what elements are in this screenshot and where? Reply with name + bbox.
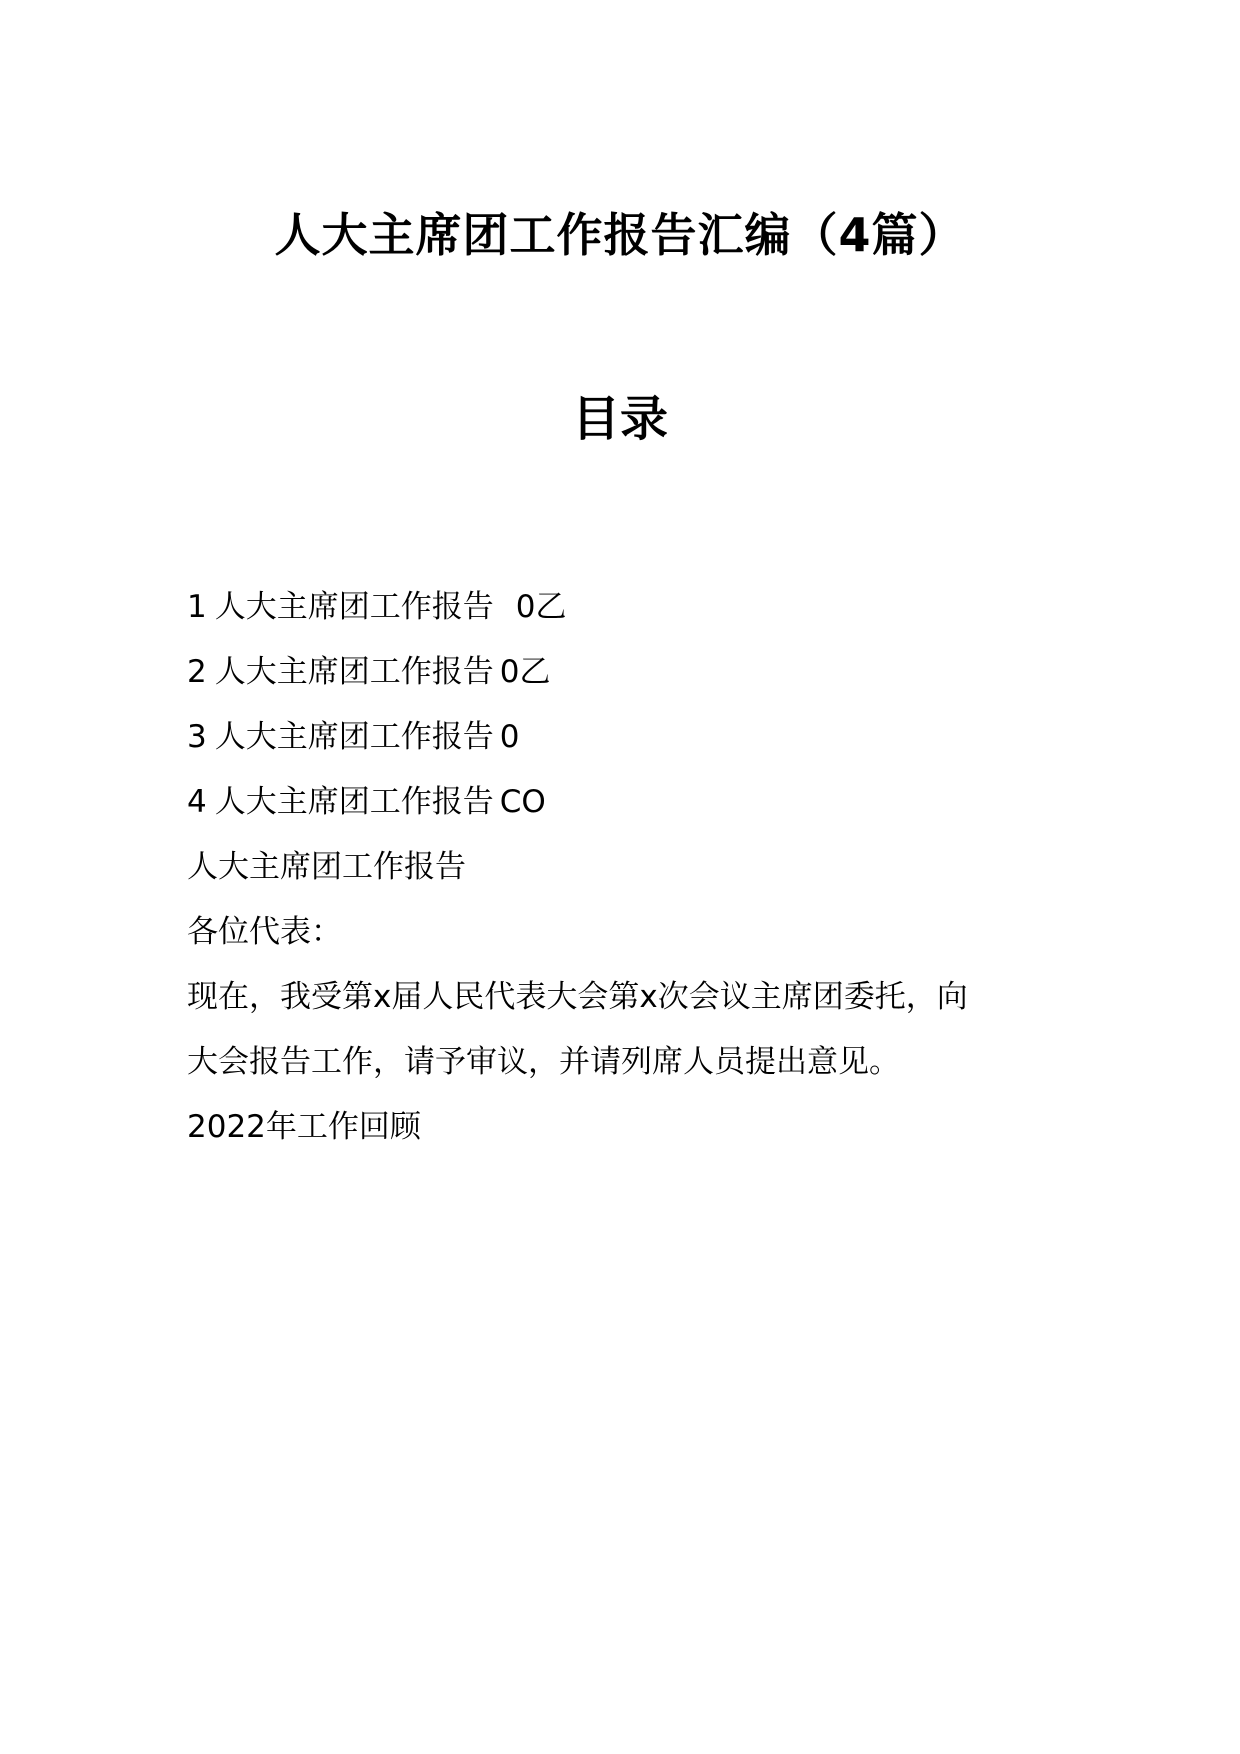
subheading: 2022年工作回顾 xyxy=(187,1109,421,1145)
body-paragraph-line-1: 现在，我受第x届人民代表大会第x次会议主席团委托，向 xyxy=(187,979,968,1015)
toc-heading: 目录 xyxy=(571,391,668,447)
section-title: 人大主席团工作报告 xyxy=(187,849,466,885)
toc-entry-4[interactable] xyxy=(187,770,1067,835)
toc-entry-page: 0 xyxy=(499,719,520,755)
toc-entry-text: 人大主席团工作报告 xyxy=(214,719,494,755)
toc-entry-3[interactable] xyxy=(187,705,1067,770)
document-body xyxy=(187,575,1067,1160)
toc-entry-page: 0乙 xyxy=(499,654,551,690)
toc-entry-1[interactable] xyxy=(187,575,1067,640)
toc-entry-text: 人大主席团工作报告 xyxy=(214,589,494,625)
toc-entry-number: 4 xyxy=(187,784,207,820)
toc-entry-page: 0乙 xyxy=(515,589,567,625)
salutation: 各位代表： xyxy=(187,914,342,950)
toc-entry-number: 2 xyxy=(187,654,207,690)
toc-entry-2[interactable] xyxy=(187,640,1067,705)
document-title: 人大主席团工作报告汇编（4篇） xyxy=(274,208,966,262)
toc-entry-text: 人大主席团工作报告 xyxy=(214,654,494,690)
toc-entry-text: 人大主席团工作报告 xyxy=(214,784,494,820)
body-paragraph-line-2: 大会报告工作，请予审议，并请列席人员提出意见。 xyxy=(187,1044,900,1080)
toc-entry-number: 3 xyxy=(187,719,207,755)
toc-entry-number: 1 xyxy=(187,589,207,625)
toc-entry-page: CO xyxy=(499,784,546,820)
